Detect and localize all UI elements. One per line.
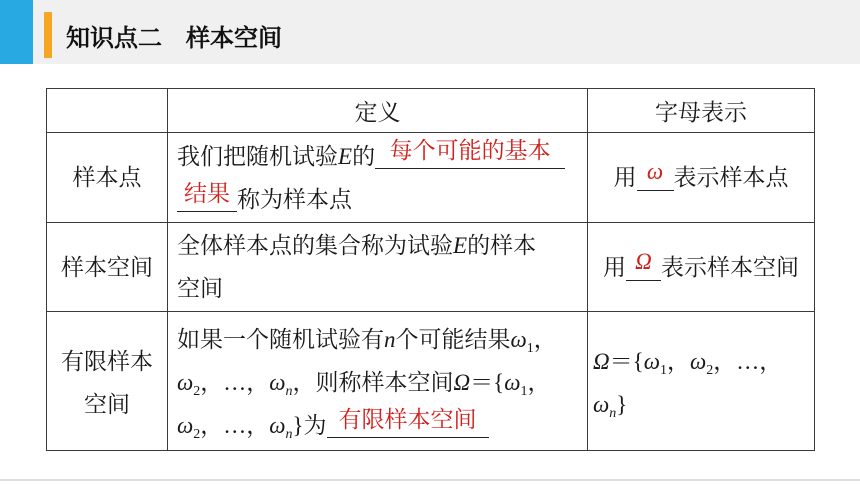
table-row-sample-point	[47, 133, 815, 223]
definition-text: 全体样本点的集合称为试验	[177, 233, 453, 258]
variable-omega: ω	[269, 370, 286, 395]
variable-omega: ω	[593, 391, 610, 417]
table-body	[47, 89, 815, 451]
header-cell-definition: 定义	[168, 89, 588, 133]
notation-line	[588, 246, 814, 289]
footer-rule	[0, 479, 860, 481]
notation-cell	[588, 223, 815, 312]
blank-answer-omega-capital: Ω	[635, 248, 652, 274]
fill-in-blank	[375, 136, 565, 169]
definition-text: 的样本	[467, 233, 537, 258]
subscript: 2	[706, 362, 714, 378]
definition-cell	[168, 312, 588, 451]
variable-omega: ω	[177, 370, 194, 395]
notation-text: ＝{	[609, 348, 644, 374]
definition-line	[177, 224, 587, 267]
term-label: 空间	[84, 391, 130, 417]
variable-e: E	[453, 233, 468, 258]
orange-accent-bar	[44, 12, 52, 58]
fill-in-blank	[177, 179, 237, 212]
notation-text: 用	[603, 254, 626, 280]
variable-omega: ω	[510, 327, 527, 352]
variable-e: E	[338, 143, 353, 169]
blank-answer-omega: ω	[646, 159, 664, 184]
variable-omega-capital: Ω	[453, 370, 471, 395]
subscript: 2	[193, 427, 201, 442]
table-header-row	[47, 89, 815, 133]
definition-text: ，…，	[200, 370, 270, 395]
fill-in-blank	[626, 248, 661, 281]
definition-text: 个可能结果	[395, 327, 511, 352]
definition-text: 的	[352, 143, 376, 169]
definition-text: 如果一个随机试验有	[177, 327, 384, 352]
definition-text: 称为样本点	[237, 186, 352, 212]
notation-line	[593, 383, 814, 426]
definition-line	[177, 135, 587, 178]
variable-omega-capital: Ω	[593, 348, 610, 374]
notation-line	[593, 340, 814, 383]
definition-line	[177, 318, 587, 361]
variable-n: n	[384, 327, 396, 352]
definition-text: 空间	[177, 276, 223, 301]
fill-in-blank	[637, 159, 674, 191]
definition-line	[177, 178, 587, 221]
notation-text: 表示样本点	[673, 165, 789, 190]
term-cell	[47, 133, 168, 223]
subscript: n	[609, 405, 617, 421]
blank-answer: 有限样本空间	[338, 406, 477, 432]
notation-text: 表示样本空间	[661, 254, 799, 280]
variable-omega: ω	[269, 413, 286, 438]
term-label: 有限样本	[61, 348, 153, 374]
subscript: n	[285, 384, 293, 399]
variable-omega: ω	[504, 370, 521, 395]
variable-omega: ω	[177, 413, 194, 438]
notation-text: 用	[613, 165, 637, 190]
definition-text: ，…，	[200, 413, 270, 438]
definition-line	[177, 267, 587, 310]
definition-line	[177, 361, 587, 404]
notation-text: ，…，	[713, 348, 783, 374]
term-label: 样本空间	[61, 254, 153, 280]
definition-text: ，则称样本空间	[292, 370, 454, 395]
blank-answer: 结果	[184, 179, 230, 206]
notation-cell	[588, 312, 815, 451]
blank-answer: 每个可能的基本	[389, 136, 551, 163]
notation-line	[588, 156, 814, 199]
notation-cell	[588, 133, 815, 223]
header-cell-term	[47, 89, 168, 133]
definition-text: ，	[527, 370, 551, 395]
term-cell	[47, 223, 168, 312]
variable-omega: ω	[689, 348, 707, 374]
table-row-finite-sample-space	[47, 312, 815, 451]
definition-cell	[168, 133, 588, 223]
term-label: 样本点	[72, 165, 142, 190]
subscript: 1	[526, 341, 534, 356]
definition-text: ＝{	[470, 370, 505, 395]
header-cell-notation: 字母表示	[588, 89, 815, 133]
fill-in-blank	[327, 406, 489, 438]
slide-title: 知识点二 样本空间	[66, 25, 282, 52]
notation-text: ，	[666, 348, 690, 374]
variable-omega: ω	[643, 348, 660, 374]
concept-table	[46, 88, 815, 451]
definition-text: ，	[533, 327, 557, 352]
table-row-sample-space	[47, 223, 815, 312]
blue-accent-block	[0, 0, 33, 64]
term-cell	[47, 312, 168, 451]
definition-line	[177, 404, 587, 447]
subscript: 2	[193, 384, 201, 399]
notation-text: }	[616, 391, 628, 417]
subscript: 1	[520, 384, 528, 399]
definition-cell	[168, 223, 588, 312]
subscript: 1	[659, 362, 667, 378]
definition-text: }为	[292, 413, 327, 438]
subscript: n	[285, 427, 293, 442]
definition-text: 我们把随机试验	[177, 143, 338, 169]
